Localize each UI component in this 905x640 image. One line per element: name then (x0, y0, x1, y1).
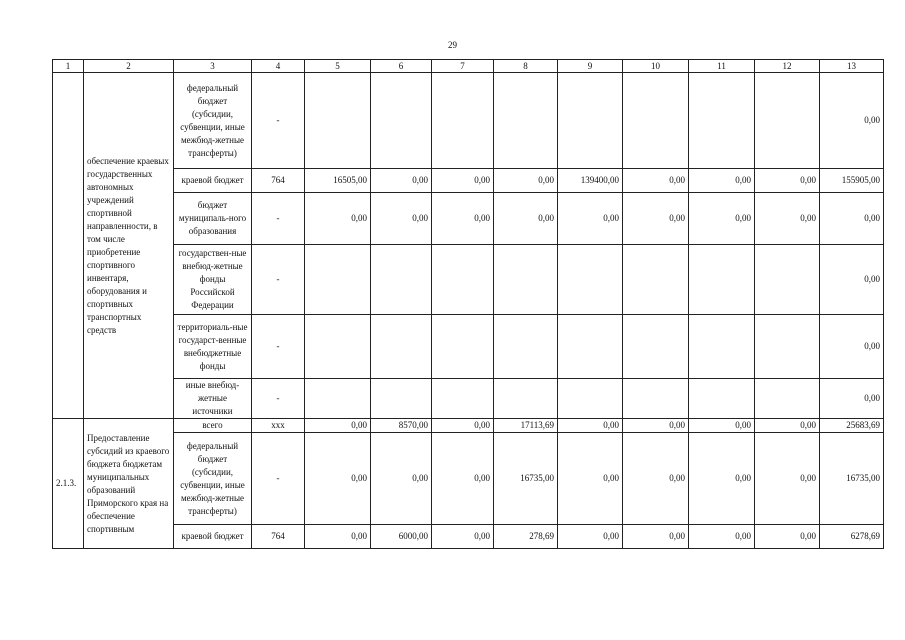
funding-source: государствен-ные внебюд-жетные фонды Российской Федерации (174, 245, 252, 315)
header-cell: 12 (755, 60, 820, 73)
funding-source: краевой бюджет (174, 525, 252, 549)
kbk-code: - (252, 73, 305, 169)
funding-source: краевой бюджет (174, 169, 252, 193)
value-cell (371, 73, 432, 169)
row-name: обеспечение краевых государственных автономных учреждений спортивной направленности, в том числе приобретение спортивного инвентаря, оборудования и спортивных транспортных средств (84, 73, 174, 419)
page-number: 29 (448, 40, 457, 50)
value-cell: 0,00 (623, 525, 689, 549)
table-row (53, 193, 884, 245)
row-code: 2.1.3. (53, 419, 84, 549)
value-cell (371, 245, 432, 315)
value-cell (494, 245, 558, 315)
value-cell: 278,69 (494, 525, 558, 549)
total-cell: 155905,00 (820, 169, 884, 193)
value-cell: 0,00 (689, 419, 755, 433)
value-cell (432, 379, 494, 419)
total-cell: 0,00 (820, 193, 884, 245)
value-cell (623, 315, 689, 379)
value-cell: 0,00 (623, 193, 689, 245)
header-cell: 11 (689, 60, 755, 73)
value-cell: 0,00 (755, 525, 820, 549)
value-cell: 0,00 (623, 169, 689, 193)
value-cell (558, 245, 623, 315)
header-cell: 4 (252, 60, 305, 73)
value-cell: 139400,00 (558, 169, 623, 193)
kbk-code: - (252, 315, 305, 379)
value-cell (432, 245, 494, 315)
value-cell (689, 73, 755, 169)
value-cell (689, 315, 755, 379)
value-cell (432, 73, 494, 169)
value-cell (623, 379, 689, 419)
value-cell: 0,00 (494, 193, 558, 245)
value-cell: 0,00 (755, 419, 820, 433)
value-cell (689, 245, 755, 315)
table-row (53, 169, 884, 193)
value-cell (755, 245, 820, 315)
funding-source: бюджет муниципаль-ного образования (174, 193, 252, 245)
total-cell: 0,00 (820, 379, 884, 419)
value-cell: 0,00 (432, 169, 494, 193)
funding-source: иные внебюд-жетные источники (174, 379, 252, 419)
value-cell: 0,00 (305, 419, 371, 433)
value-cell: 0,00 (371, 169, 432, 193)
header-cell: 3 (174, 60, 252, 73)
value-cell: 0,00 (305, 525, 371, 549)
header-cell: 9 (558, 60, 623, 73)
kbk-code: 764 (252, 525, 305, 549)
table-row (53, 73, 884, 169)
value-cell: 0,00 (432, 193, 494, 245)
value-cell: 0,00 (689, 525, 755, 549)
value-cell: 0,00 (623, 419, 689, 433)
value-cell (494, 315, 558, 379)
value-cell: 16735,00 (494, 433, 558, 525)
value-cell: 0,00 (371, 433, 432, 525)
value-cell (689, 379, 755, 419)
table-row (53, 419, 884, 433)
table-row (53, 245, 884, 315)
header-cell: 2 (84, 60, 174, 73)
value-cell: 0,00 (689, 169, 755, 193)
row-code (53, 73, 84, 419)
value-cell (558, 73, 623, 169)
value-cell: 0,00 (432, 433, 494, 525)
total-cell: 0,00 (820, 245, 884, 315)
funding-source: территориаль-ные государст-венные внебюджетные фонды (174, 315, 252, 379)
kbk-code: - (252, 433, 305, 525)
value-cell: 0,00 (432, 525, 494, 549)
value-cell: 0,00 (623, 433, 689, 525)
value-cell (755, 73, 820, 169)
value-cell: 0,00 (558, 419, 623, 433)
budget-table (52, 59, 884, 549)
header-cell: 1 (53, 60, 84, 73)
value-cell (755, 315, 820, 379)
funding-source: федеральный бюджет (субсидии, субвенции, иные межбюд-жетные трансферты) (174, 433, 252, 525)
value-cell: 0,00 (305, 193, 371, 245)
table-row (53, 315, 884, 379)
kbk-code: ххх (252, 419, 305, 433)
kbk-code: - (252, 193, 305, 245)
value-cell: 0,00 (755, 169, 820, 193)
value-cell (305, 315, 371, 379)
value-cell (371, 379, 432, 419)
header-cell: 10 (623, 60, 689, 73)
value-cell: 0,00 (558, 433, 623, 525)
kbk-code: - (252, 379, 305, 419)
value-cell: 0,00 (689, 193, 755, 245)
value-cell (371, 315, 432, 379)
value-cell (305, 73, 371, 169)
value-cell (305, 245, 371, 315)
value-cell: 0,00 (371, 193, 432, 245)
funding-source: всего (174, 419, 252, 433)
value-cell (558, 379, 623, 419)
kbk-code: - (252, 245, 305, 315)
total-cell: 0,00 (820, 315, 884, 379)
value-cell: 0,00 (494, 169, 558, 193)
value-cell (305, 379, 371, 419)
value-cell (494, 379, 558, 419)
value-cell (432, 315, 494, 379)
table-row (53, 379, 884, 419)
value-cell: 17113,69 (494, 419, 558, 433)
value-cell: 16505,00 (305, 169, 371, 193)
header-cell: 7 (432, 60, 494, 73)
header-row (53, 60, 884, 73)
value-cell (755, 379, 820, 419)
value-cell: 0,00 (755, 433, 820, 525)
value-cell (558, 315, 623, 379)
row-name: Предоставление субсидий из краевого бюджета бюджетам муниципальных образований Приморского края на обеспечение спортивным (84, 419, 174, 549)
value-cell (494, 73, 558, 169)
table-row (53, 525, 884, 549)
total-cell: 16735,00 (820, 433, 884, 525)
header-cell: 5 (305, 60, 371, 73)
value-cell: 0,00 (689, 433, 755, 525)
value-cell (623, 73, 689, 169)
total-cell: 6278,69 (820, 525, 884, 549)
value-cell: 0,00 (558, 193, 623, 245)
header-cell: 13 (820, 60, 884, 73)
total-cell: 0,00 (820, 73, 884, 169)
header-cell: 6 (371, 60, 432, 73)
header-cell: 8 (494, 60, 558, 73)
value-cell: 0,00 (305, 433, 371, 525)
value-cell (623, 245, 689, 315)
value-cell: 0,00 (558, 525, 623, 549)
value-cell: 8570,00 (371, 419, 432, 433)
value-cell: 0,00 (755, 193, 820, 245)
kbk-code: 764 (252, 169, 305, 193)
table-row (53, 433, 884, 525)
total-cell: 25683,69 (820, 419, 884, 433)
value-cell: 6000,00 (371, 525, 432, 549)
value-cell: 0,00 (432, 419, 494, 433)
funding-source: федеральный бюджет (субсидии, субвенции, иные межбюд-жетные трансферты) (174, 73, 252, 169)
